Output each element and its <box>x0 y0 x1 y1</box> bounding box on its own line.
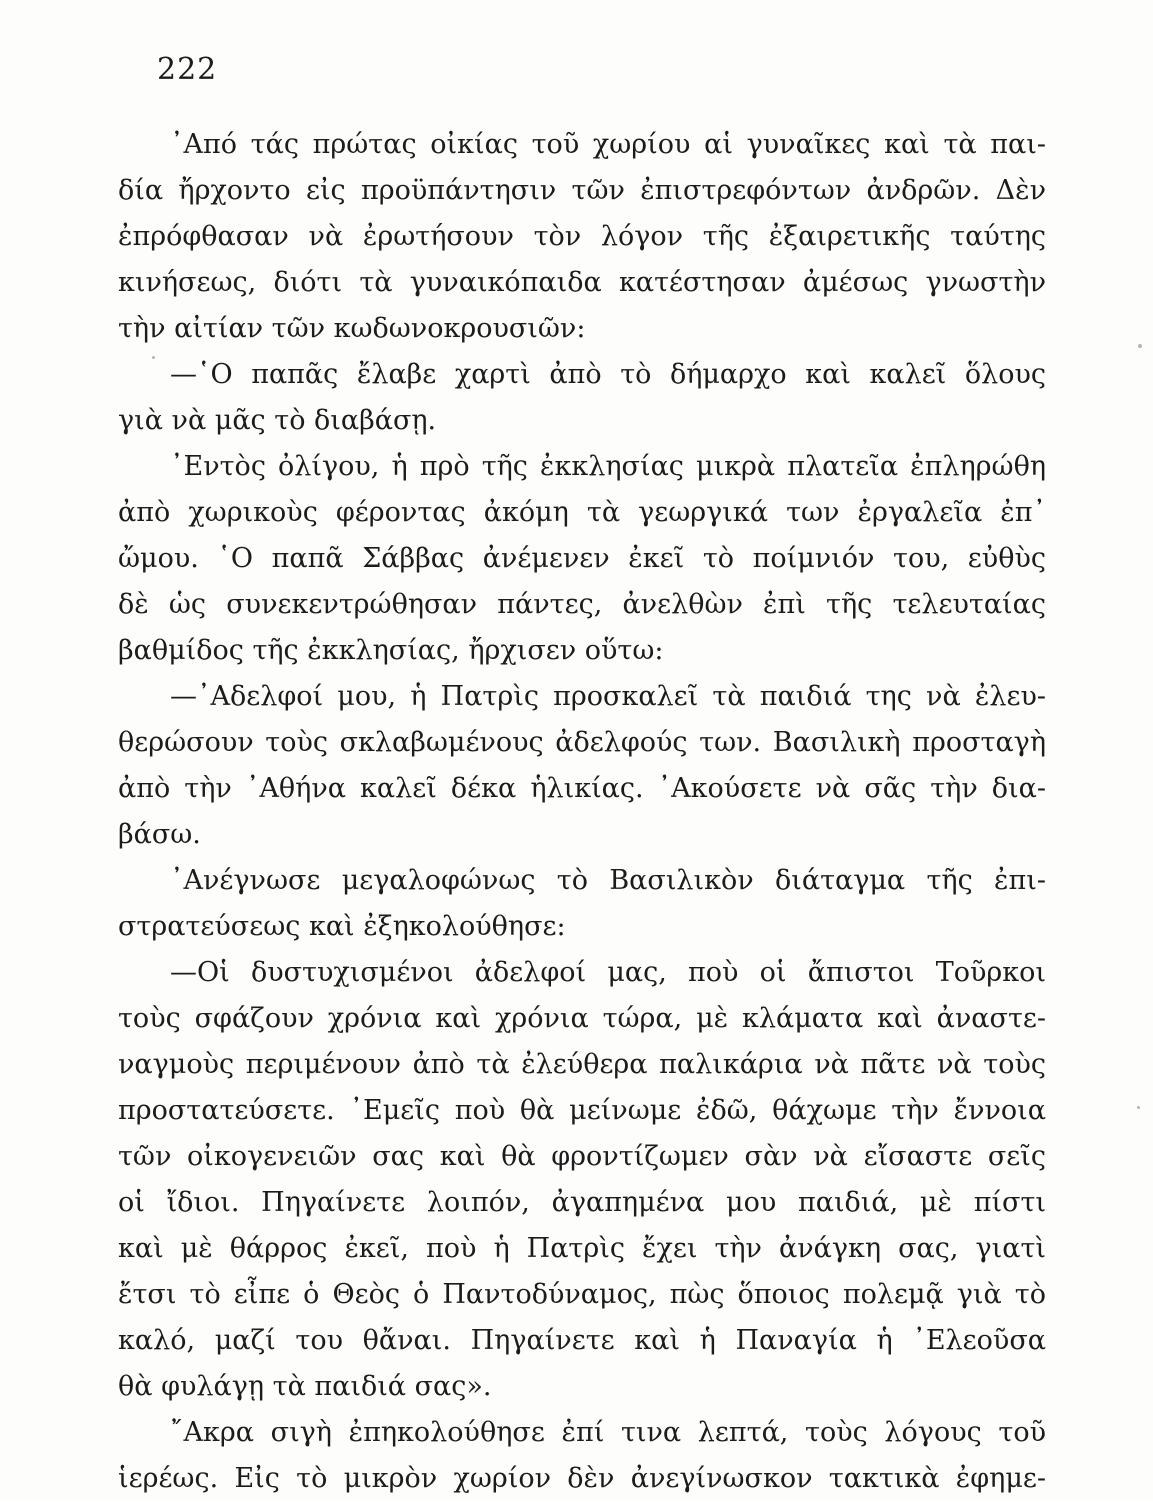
text-line: βάσω. <box>118 819 201 850</box>
text-line: βαθμίδος τῆς ἐκκλησίας, ἤρχισεν οὕτω: <box>118 635 664 666</box>
text-line: τῶν οἰκογενειῶν σας καὶ θὰ φροντίζωμεν σὰν νὰ εἴσαστε σεῖς <box>118 1141 1046 1172</box>
text-line: κινήσεως, διότι τὰ γυναικόπαιδα κατέστησαν ἀμέσως γνωστὴν <box>118 267 1046 298</box>
speck <box>1137 1106 1140 1109</box>
text-line: θὰ φυλάγῃ τὰ παιδιά σας». <box>118 1371 492 1402</box>
text-line: καλό, μαζί του θἄναι. Πηγαίνετε καὶ ἡ Παναγία ἡ ᾽Ελεοῦσα <box>118 1325 1046 1356</box>
text-line: ῎Ακρα σιγὴ ἐπηκολούθησε ἐπί τινα λεπτά, τοὺς λόγους τοῦ <box>170 1417 1046 1448</box>
text-line: —Οἱ δυστυχισμένοι ἀδελφοί μας, ποὺ οἱ ἄπιστοι Τοῦρκοι <box>170 957 1046 988</box>
text-line: τοὺς σφάζουν χρόνια καὶ χρόνια τώρα, μὲ κλάματα καὶ ἀναστε- <box>118 1003 1046 1034</box>
text-line: ὤμου. ῾Ο παπᾶ Σάββας ἀνέμενεν ἐκεῖ τὸ ποίμνιόν του, εὐθὺς <box>118 543 1046 574</box>
text-line: γιὰ νὰ μᾶς τὸ διαβάσῃ. <box>118 405 437 436</box>
text-line: τὴν αἰτίαν τῶν κωδωνοκρουσιῶν: <box>118 313 586 344</box>
text-line: ἀπὸ τὴν ᾽Αθήνα καλεῖ δέκα ἡλικίας. ᾽Ακούσετε νὰ σᾶς τὴν δια- <box>118 773 1046 804</box>
text-line: ᾽Ανέγνωσε μεγαλοφώνως τὸ Βασιλικὸν διάταγμα τῆς ἐπι- <box>170 865 1046 896</box>
text-line: ναγμοὺς περιμένουν ἀπὸ τὰ ἐλεύθερα παλικάρια νὰ πᾶτε νὰ τοὺς <box>118 1049 1046 1080</box>
text-line: —᾽Αδελφοί μου, ἡ Πατρὶς προσκαλεῖ τὰ παιδιά της νὰ ἐλευ- <box>170 681 1046 712</box>
speck <box>152 356 155 359</box>
text-line: ἀπὸ χωρικοὺς φέροντας ἀκόμη τὰ γεωργικά των ἐργαλεῖα ἐπ᾽ <box>118 497 1046 528</box>
page-number: 222 <box>157 52 218 87</box>
text-line: στρατεύσεως καὶ ἐξηκολούθησε: <box>118 911 566 942</box>
text-line: καὶ μὲ θάρρος ἐκεῖ, ποὺ ἡ Πατρὶς ἔχει τὴν ἀνάγκη σας, γιατὶ <box>118 1233 1046 1264</box>
text-line: ἔτσι τὸ εἶπε ὁ Θεὸς ὁ Παντοδύναμος, πὼς ὅποιος πολεμᾷ γιὰ τὸ <box>118 1279 1046 1310</box>
text-line: ἐπρόφθασαν νὰ ἐρωτήσουν τὸν λόγον τῆς ἐξαιρετικῆς ταύτης <box>118 221 1046 252</box>
text-line: οἱ ἴδιοι. Πηγαίνετε λοιπόν, ἀγαπημένα μου παιδιά, μὲ πίστι <box>118 1187 1046 1218</box>
body-text <box>118 122 1046 1502</box>
text-line: δία ἤρχοντο εἰς προϋπάντησιν τῶν ἐπιστρεφόντων ἀνδρῶν. Δὲν <box>118 175 1046 206</box>
text-line: προστατεύσετε. ᾽Εμεῖς ποὺ θὰ μείνωμε ἐδῶ, θάχωμε τὴν ἔννοια <box>118 1095 1046 1126</box>
text-line: θερώσουν τοὺς σκλαβωμένους ἀδελφούς των. Βασιλικὴ προσταγὴ <box>118 727 1046 758</box>
text-line: —῾Ο παπᾶς ἔλαβε χαρτὶ ἀπὸ τὸ δήμαρχο καὶ καλεῖ ὅλους <box>170 359 1046 390</box>
text-line: ᾽Από τάς πρώτας οἰκίας τοῦ χωρίου αἱ γυναῖκες καὶ τὰ παι- <box>170 129 1046 160</box>
text-line: ἱερέως. Εἰς τὸ μικρὸν χωρίον δὲν ἀνεγίνωσκον τακτικὰ ἐφημε- <box>118 1463 1046 1494</box>
text-line: δὲ ὡς συνεκεντρώθησαν πάντες, ἀνελθὼν ἐπὶ τῆς τελευταίας <box>118 589 1046 620</box>
text-line: ᾽Εντὸς ὀλίγου, ἡ πρὸ τῆς ἐκκλησίας μικρὰ πλατεῖα ἐπληρώθη <box>170 451 1046 482</box>
speck <box>1138 344 1142 348</box>
